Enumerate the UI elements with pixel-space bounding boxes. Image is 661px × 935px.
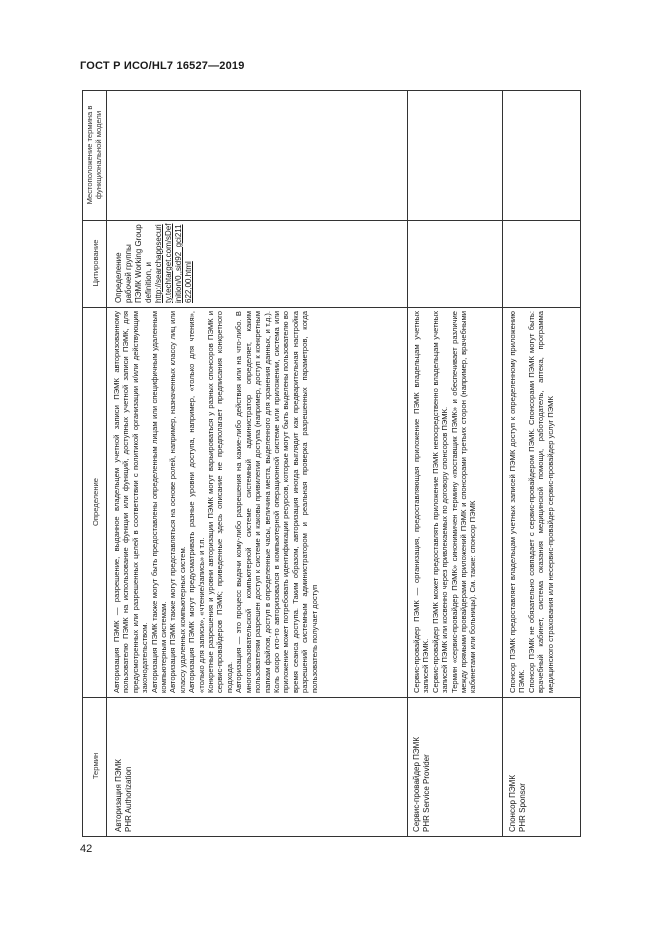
row1-citation-cell xyxy=(114,223,404,303)
header-definition-cell xyxy=(86,309,106,695)
row2-term-en: PHR Service Provider xyxy=(422,754,431,832)
table-border-top xyxy=(82,90,581,91)
row2-def-line-3: Термин «сервис-провайдер ПЭМК» синонимичен термину «поставщик ПЭМК» и обеспечивает различие между прямыми провайдерами приложений ПЭМК и спонсорами третьих сторон (например, врачебными кабинетами или больницы). См. также: спонсор ПЭМК xyxy=(449,311,478,693)
header-term-cell xyxy=(86,698,106,834)
row1-term-cell xyxy=(114,702,404,832)
table-border-right xyxy=(580,90,581,837)
header-citation-cell xyxy=(86,221,106,305)
row3-term-en: PHR Sponsor xyxy=(518,783,527,832)
row3-def-line-2: Спонсор ПЭМК не обязательно совпадает с сервис-провайдером ПЭМК. Спонсорами ПЭМК могут быть: врачебный кабинет, система оказания медицинской помощи, работодатель, аптека, программа медицинского страхования или несервис-провайдер сервис-провайдер услуг ПЭМК xyxy=(526,311,555,693)
row1-def-line-4: Авторизация ПЭМК могут предусматривать разные уровни доступа, например, «только для чтения», «только для записи», «чтение/запись» и т.п. xyxy=(187,311,206,693)
row2-term-ru: Сервис-провайдер ПЭМК xyxy=(412,737,421,832)
row1-def-line-2: Авторизация ПЭМК также могут быть предоставлены определенным лицам или специфичным удаленным компьютерным системам. xyxy=(149,311,169,693)
row1-term-ru: Авторизация ПЭМК xyxy=(114,759,123,832)
header-separator xyxy=(106,90,107,837)
row3-term-ru: Спонсор ПЭМК xyxy=(508,774,517,832)
row1-def-line-1: Авторизация ПЭМК — разрешение, выданное владельцем учетной записи ПЭМК авторизованному пользователю ПЭМК на использование функции или функций, доступных учетной записи ПЭМК, для предусмотренных или разрешенных целей в соответствии с политикой организации и/или действующим законодательством. xyxy=(112,311,150,693)
row1-citation-text: Определение рабочей группы ПЭМК Working Group definition, и xyxy=(114,224,153,303)
row1-term-en: PHR Authorization xyxy=(124,766,133,832)
row3-term-cell xyxy=(508,702,576,832)
row1-def-line-6: Авторизация — это процесс выдачи кому-либо разрешения на какие-либо действия или на что-либо. В многопользовательской компьютерной системе системный администратор определяет, каким пользователям разрешен доступ к системе и каковы привилегии доступа (например, доступ к конкретным папкам файлов, доступ в определенные часы, величина места, выделенного для хранения данных, и т.д.). Коль скоро кто-то авторизовался в компьютерной операционной системе или приложении, система или приложение может потребовать идентификации ресурсов, которые могут быть выделены пользователю во время сеанса доступа. Таким образом, авторизация иногда выглядит как предварительная настройка разрешений системным администратором и реальная проверка разрешенных параметров, когда пользователь получает доступ xyxy=(234,311,319,693)
header-citation: Цитирование xyxy=(91,239,100,287)
row2-def-line-1: Сервис-провайдер ПЭМК — организация, предоставляющая приложение ПЭМК владельцам учетных записей ПЭМК. xyxy=(412,311,431,693)
col-sep-citation-definition xyxy=(82,307,581,308)
col-sep-location-citation xyxy=(82,220,581,221)
row1-location-cell xyxy=(114,96,404,216)
row-sep-2 xyxy=(502,90,503,837)
row3-definition-cell xyxy=(508,311,578,693)
header-location: Местоположение термина в функциональной модели xyxy=(85,105,103,205)
row-sep-1 xyxy=(407,90,408,837)
row1-def-line-3: Авторизация ПЭМК также могут представляться на основе ролей, например, назначенных классу лиц или классу удаленных компьютерных систем. xyxy=(168,311,187,693)
page-number: 42 xyxy=(80,843,93,855)
row2-def-line-2: Сервис-провайдер ПЭМК может предоставлять приложение ПЭМК непосредственно владельцам учетных записей ПЭМК или косвенно через привлекаемых по договору спонсоров ПЭМК. xyxy=(430,311,450,693)
row1-definition-cell xyxy=(112,311,404,693)
header-term: Термин xyxy=(91,752,100,780)
document-header: ГОСТ Р ИСО/HL7 16527—2019 xyxy=(80,60,245,72)
table-border-bottom xyxy=(82,836,581,837)
row2-definition-cell xyxy=(412,311,502,693)
table-border-left xyxy=(82,90,83,837)
row2-term-cell xyxy=(412,702,500,832)
row3-def-line-1: Спонсор ПЭМК предоставляет владельцам учетных записей ПЭМК доступ к определенному приложению ПЭМК. xyxy=(508,311,527,693)
header-location-cell xyxy=(84,92,106,218)
row1-def-line-5: Конкретные разрешения и уровни авторизации ПЭМК могут варьироваться у разных спонсоров ПЭМК и сервис-провайдеров ПЭМК; приведенные здесь описание не предполагает предписания конкретного подхода. xyxy=(206,311,234,693)
header-definition: Определение xyxy=(91,478,100,527)
row1-citation-link[interactable]: http://searchappsecurity.techtarget.com/sDefinition/0,,sid92_gci211622,00.html xyxy=(154,223,193,303)
col-sep-definition-term xyxy=(82,697,581,698)
